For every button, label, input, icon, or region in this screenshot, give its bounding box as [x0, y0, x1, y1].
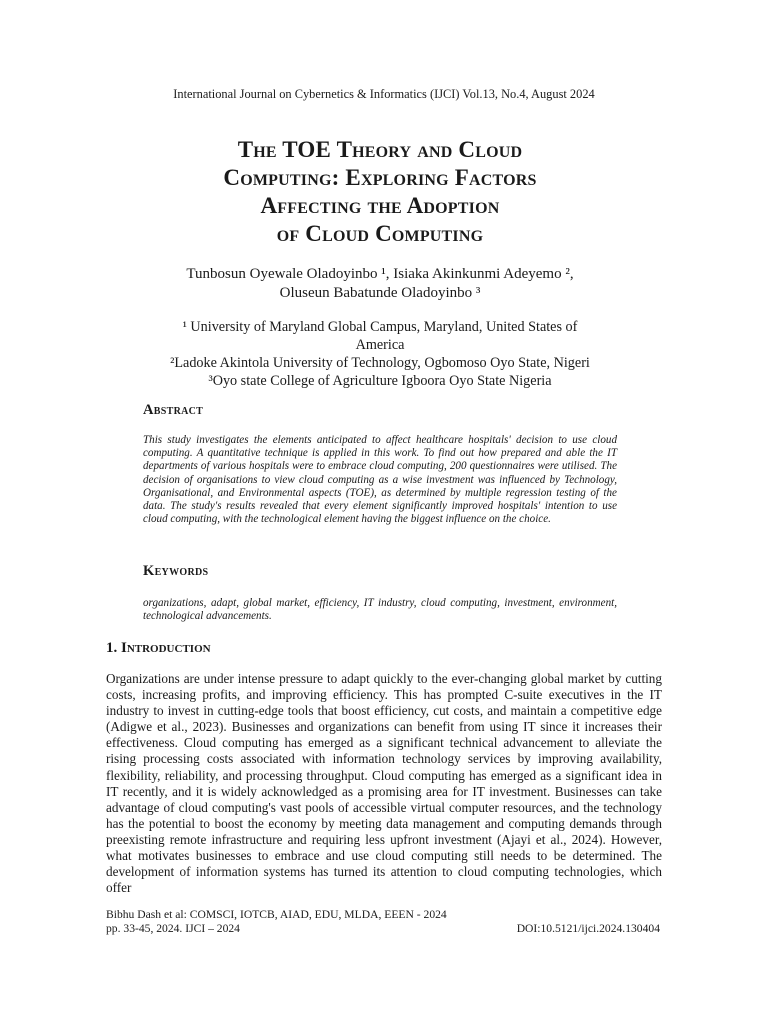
affiliation-list	[100, 318, 660, 390]
author-line: Tunbosun Oyewale Oladoyinbo ¹, Isiaka Akinkunmi Adeyemo ²,	[186, 266, 574, 282]
title-line: Affecting the Adoption	[260, 193, 500, 218]
introduction-text: Organizations are under intense pressure to adapt quickly to the ever-changing global market by cutting costs, increasing profits, and improving efficiency. This has prompted C-suite executives in the IT industry to invest in cutting-edge tools that boost efficiency, cut costs, and maintain a competitive edge (Adigwe et al., 2023). Businesses and organizations can benefit from using IT since it increases their effectiveness. Cloud computing has emerged as a significant technical advancement to alleviate the rising processing costs associated with information technology services by improving availability, flexibility, reliability, and processing throughput. Cloud computing has emerged as a significant idea in IT recently, and it is widely acknowledged as a promising area for IT investment. Businesses can take advantage of cloud computing's vast pools of accessible virtual computer resources, and the technology has the potential to boost the economy by meeting data management and computing demands through preexisting remote infrastructure and requiring less upfront investment (Ajayi et al., 2024). However, what motivates businesses to embrace and use cloud computing still needs to be determined. The development of information systems has turned its attention to cloud computing technologies, which offer	[106, 671, 662, 896]
keywords-heading: Keywords	[143, 563, 209, 579]
author-line: Oluseun Babatunde Oladoyinbo ³	[279, 285, 481, 301]
footer-citation	[106, 908, 447, 936]
title-line: The TOE Theory and Cloud	[237, 137, 523, 162]
title-line: Computing: Exploring Factors	[223, 165, 537, 190]
title-line: of Cloud Computing	[276, 221, 484, 246]
keywords-text: organizations, adapt, global market, efficiency, IT industry, cloud computing, investment, environment, technological advancements.	[143, 597, 617, 623]
introduction-heading: 1. Introduction	[106, 640, 211, 656]
paper-title	[110, 136, 650, 248]
affiliation-line: ²Ladoke Akintola University of Technology, Ogbomoso Oyo State, Nigeri	[170, 355, 590, 371]
abstract-text: This study investigates the elements anticipated to affect healthcare hospitals' decision to use cloud computing. A quantitative technique is applied in this work. To find out how prepared and able the IT departments of various hospitals were to embrace cloud computing, 200 questionnaires were utilised. The decision of organisations to view cloud computing as a wise investment was influenced by Technology, Organisational, and Environmental aspects (TOE), as determined by multiple regression testing of the data. The study's results revealed that every element significantly improved hospitals' intention to use cloud computing, with the technological element having the biggest influence on the choice.	[143, 434, 617, 526]
footer-line: pp. 33-45, 2024. IJCI – 2024	[106, 922, 240, 935]
footer-line: Bibhu Dash et al: COMSCI, IOTCB, AIAD, EDU, MLDA, EEEN - 2024	[106, 908, 447, 921]
footer-doi: DOI:10.5121/ijci.2024.130404	[516, 922, 660, 935]
abstract-heading: Abstract	[143, 402, 204, 418]
affiliation-line: ³Oyo state College of Agriculture Igboora Oyo State Nigeria	[208, 373, 552, 389]
affiliation-line: America	[355, 337, 405, 353]
running-header: International Journal on Cybernetics & Informatics (IJCI) Vol.13, No.4, August 2024	[173, 87, 595, 101]
author-list	[100, 265, 660, 303]
affiliation-line: ¹ University of Maryland Global Campus, Maryland, United States of	[182, 319, 578, 335]
